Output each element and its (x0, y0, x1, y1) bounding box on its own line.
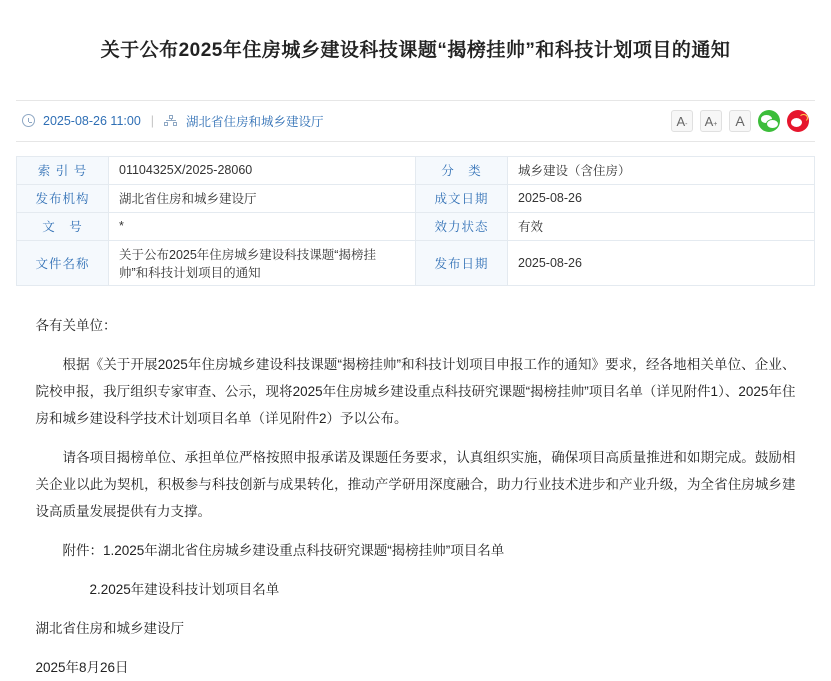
weibo-share-icon[interactable] (787, 110, 809, 132)
font-size-medium-sup: + (713, 120, 718, 128)
clock-icon (22, 114, 35, 127)
info-label-category: 分 类 (416, 156, 508, 184)
body-paragraph-1: 根据《关于开展2025年住房城乡建设科技课题“揭榜挂帅”和科技计划项目申报工作的通知》要求，经各地相关单位、企业、院校申报，我厅组织专家审查、公示，现将2025年住房城乡建设重点科技研究课题“揭榜挂帅”项目名单（详见附件1）、2025年住房和城乡建设科学技术计划项目名单（详见附件2）予以公布。 (35, 356, 796, 426)
font-size-medium-label: A (704, 113, 714, 129)
info-value-index: 01104325X/2025-28060 (109, 156, 416, 184)
article-meta-bar (16, 100, 815, 142)
attachment-line-1: 附件：1.2025年湖北省住房城乡建设重点科技研究课题“揭榜挂帅”项目名单 (62, 542, 505, 558)
source-link[interactable]: 湖北省住房和城乡建设厅 (186, 114, 324, 129)
info-value-publisher: 湖北省住房和城乡建设厅 (109, 184, 416, 212)
info-value-status: 有效 (508, 212, 815, 240)
info-label-doc-number: 文 号 (17, 212, 109, 240)
table-row (17, 212, 815, 240)
font-size-small-label: A (676, 113, 686, 129)
document-body (36, 312, 796, 681)
info-label-status: 效力状态 (416, 212, 508, 240)
table-row (17, 156, 815, 184)
info-value-category: 城乡建设（含住房） (508, 156, 815, 184)
font-size-small-sup: - (685, 120, 688, 128)
signature-date: 2025年8月26日 (35, 659, 129, 675)
font-size-increase-button[interactable] (700, 110, 722, 132)
signature-organization: 湖北省住房和城乡建设厅 (35, 620, 184, 636)
font-size-decrease-button[interactable] (671, 110, 693, 132)
info-value-written-date: 2025-08-26 (508, 184, 815, 212)
document-page (0, 13, 831, 675)
page-title: 关于公布2025年住房城乡建设科技课题“揭榜挂帅”和科技计划项目的通知 (100, 39, 731, 61)
publish-time: 2025-08-26 11:00 (43, 113, 141, 128)
font-size-default-button[interactable] (729, 110, 751, 132)
attachment-line-2: 2.2025年建设科技计划项目名单 (89, 581, 280, 597)
info-label-index: 索 引 号 (17, 156, 109, 184)
wechat-share-icon[interactable] (758, 110, 780, 132)
table-row (17, 184, 815, 212)
info-value-publish-date: 2025-08-26 (508, 240, 815, 285)
info-label-publisher: 发布机构 (17, 184, 109, 212)
table-row (17, 240, 815, 285)
meta-left-group (22, 112, 671, 130)
info-label-written-date: 成文日期 (416, 184, 508, 212)
body-paragraph-2: 请各项目揭榜单位、承担单位严格按照申报承诺及课题任务要求，认真组织实施，确保项目高质量推进和如期完成。鼓励相关企业以此为契机，积极参与科技创新与成果转化，推动产学研用深度融合，助力行业技术进步和产业升级，为全省住房城乡建设高质量发展提供有力支撑。 (35, 449, 796, 519)
document-info-table (16, 156, 815, 286)
info-label-publish-date: 发布日期 (416, 240, 508, 285)
info-value-file-name: 关于公布2025年住房城乡建设科技课题“揭榜挂帅”和科技计划项目的通知 (109, 240, 416, 285)
meta-separator: | (150, 113, 155, 128)
font-size-large-label: A (735, 112, 745, 129)
salutation: 各有关单位： (35, 317, 117, 333)
info-label-file-name: 文件名称 (17, 240, 109, 285)
info-value-doc-number: * (109, 212, 416, 240)
organization-icon (164, 115, 178, 127)
meta-right-group (671, 110, 809, 132)
